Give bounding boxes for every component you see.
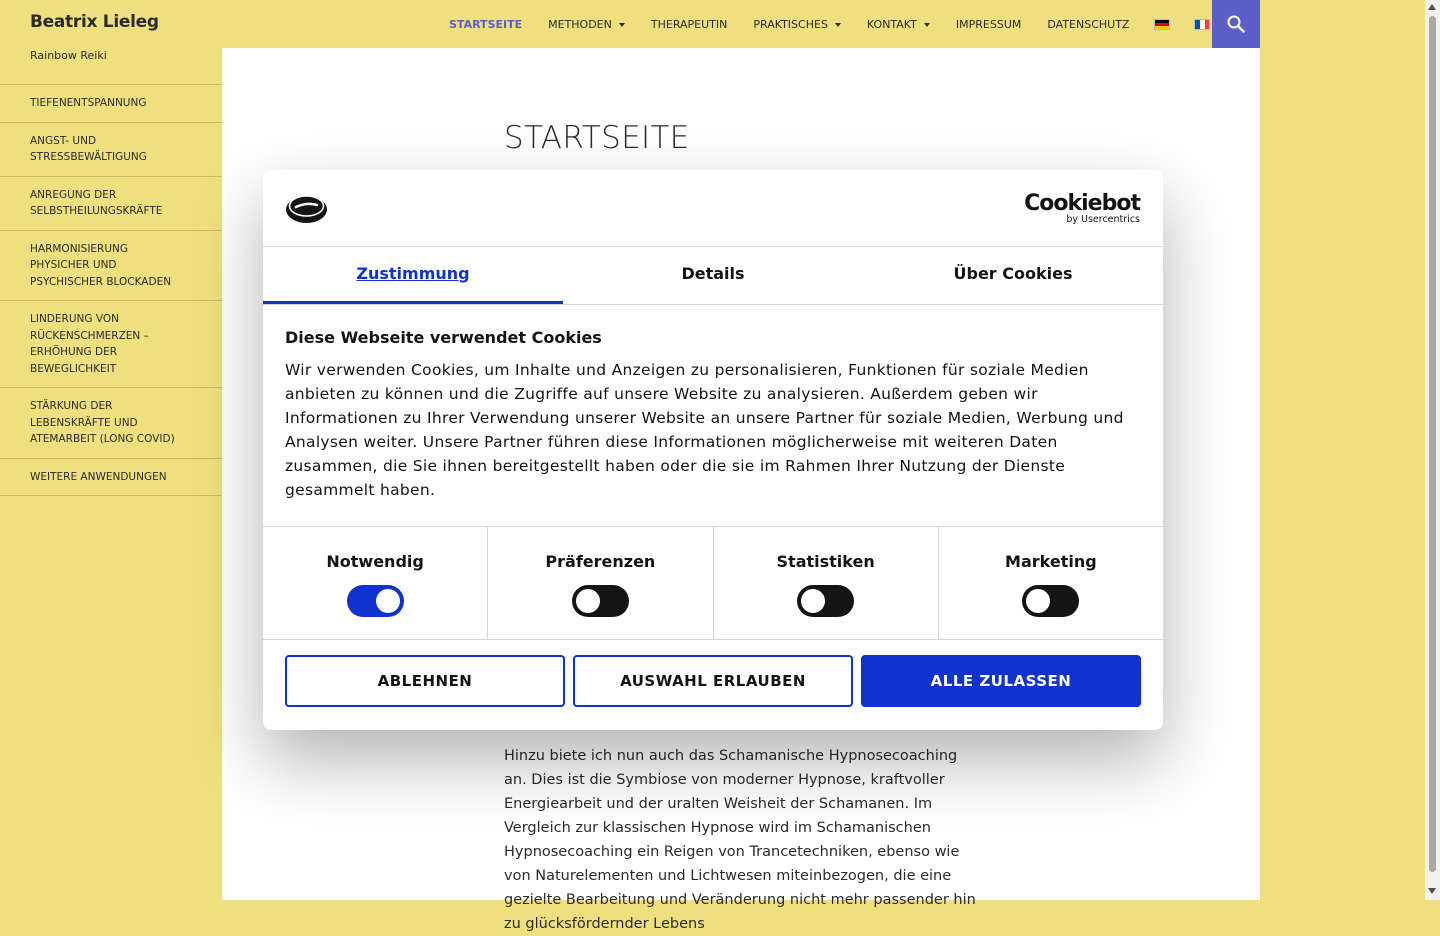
- nav-item-label: IMPRESSUM: [955, 17, 1022, 31]
- nav-item-praktisches[interactable]: [740, 0, 854, 48]
- site-header: [0, 0, 1260, 48]
- sidebar-item-rueckenschmerzen[interactable]: LINDERUNG VON RÜCKENSCHMERZEN – ERHÖHUNG DER BEWEGLICHKEIT: [0, 301, 222, 388]
- toggle-col-praeferenzen: [488, 527, 713, 639]
- site-title[interactable]: Beatrix Lieleg: [30, 12, 159, 32]
- site-tagline: Rainbow Reiki: [30, 49, 107, 62]
- tab-zustimmung[interactable]: Zustimmung: [263, 247, 563, 304]
- cookie-dialog-title: Diese Webseite verwendet Cookies: [285, 328, 602, 347]
- toggle-label-marketing: Marketing: [1005, 552, 1097, 571]
- nav-item-label: STARTSEITE: [449, 17, 523, 31]
- toggle-label-praeferenzen: Präferenzen: [545, 552, 656, 571]
- search-icon: [1227, 15, 1245, 33]
- nav-item-therapeutin[interactable]: [638, 0, 741, 48]
- allow-selection-button[interactable]: AUSWAHL ERLAUBEN: [573, 655, 853, 707]
- nav-item-label: DATENSCHUTZ: [1047, 17, 1130, 31]
- nav-item-kontakt[interactable]: [854, 0, 943, 48]
- cookie-dialog-text: Wir verwenden Cookies, um Inhalte und Anzeigen zu personalisieren, Funktionen für soziale Medien anbieten zu können und die Zugriffe auf unsere Website zu analysieren. Außerdem geben wir Informationen zu Ihrer Verwendung unserer Website an unsere Partner für soziale Medien, Werbung und Analysen weiter. Unsere Partner führen diese Informationen möglicherweise mit weiteren Daten zusammen, die Sie ihnen bereitgestellt haben oder die sie im Rahmen Ihrer Nutzung der Dienste gesammelt haben.: [285, 361, 1124, 499]
- toggle-knob: [801, 589, 825, 613]
- toggle-knob: [376, 589, 400, 613]
- body-paragraph: Hinzu biete ich nun auch das Schamanische Hypnosecoaching an. Dies ist die Symbiose von moderner Hypnose, kraftvoller Energiearbeit und der uralten Weisheit der Schamanen. Im Vergleich zur klassischen Hypnose wird im Schamanischen Hypnosecoaching ein Reigen von Trancetechniken, ebenso wie von Naturelementen und Lichtwesen miteinbezogen, die eine gezielte Bearbeitung und Veränderung nicht mehr passender hin zu glücksfördernder Lebens: [504, 748, 976, 932]
- sidebar-item-harmonisierung[interactable]: HARMONISIERUNG PHYSICHER UND PSYCHISCHER BLOCKADEN: [0, 231, 222, 302]
- german-flag-icon[interactable]: [1154, 19, 1170, 30]
- decline-button[interactable]: ABLEHNEN: [285, 655, 565, 707]
- cookie-dialog-buttons: [285, 655, 1141, 708]
- toggle-knob: [576, 589, 600, 613]
- toggle-marketing[interactable]: [1022, 585, 1079, 617]
- cookiebot-brand: [1024, 192, 1140, 225]
- allow-all-button[interactable]: ALLE ZULASSEN: [861, 655, 1141, 707]
- sidebar-item-weitere-anwendungen[interactable]: WEITERE ANWENDUNGEN: [0, 459, 222, 497]
- page-scrollbar[interactable]: [1425, 0, 1440, 900]
- sidebar-item-selbstheilung[interactable]: ANREGUNG DER SELBSTHEILUNGSKRÄFTE: [0, 177, 222, 231]
- nav-item-label: THERAPEUTIN: [650, 17, 728, 31]
- sidebar-item-lebenskraefte[interactable]: STÄRKUNG DER LEBENSKRÄFTE UND ATEMARBEIT (LONG COVID): [0, 388, 222, 459]
- cookie-dialog-tabs: [263, 247, 1163, 305]
- tab-ueber-cookies[interactable]: Über Cookies: [953, 264, 1073, 283]
- caret-down-icon: [835, 23, 841, 27]
- toggle-knob: [1026, 589, 1050, 613]
- french-flag-icon[interactable]: [1194, 19, 1210, 30]
- cookiebot-logo-icon: [285, 192, 328, 224]
- nav-item-impressum[interactable]: [943, 0, 1034, 48]
- sidebar-menu: [0, 84, 222, 496]
- cookie-category-toggles: [263, 526, 1163, 640]
- toggle-notwendig[interactable]: [347, 585, 404, 617]
- nav-item-methoden[interactable]: [535, 0, 638, 48]
- main-nav: [436, 0, 1222, 48]
- scroll-up-icon[interactable]: [1428, 4, 1436, 10]
- cookie-consent-dialog: [263, 170, 1163, 730]
- toggle-col-notwendig: [263, 527, 488, 639]
- cookiebot-brand-name: Cookiebot: [1024, 191, 1140, 216]
- cookie-dialog-header: [263, 170, 1163, 247]
- scroll-down-icon[interactable]: [1428, 888, 1436, 894]
- nav-item-label: KONTAKT: [866, 17, 917, 31]
- nav-item-label: PRAKTISCHES: [753, 17, 828, 31]
- toggle-statistiken[interactable]: [797, 585, 854, 617]
- toggle-label-notwendig: Notwendig: [326, 552, 424, 571]
- tab-details[interactable]: Details: [681, 264, 745, 283]
- sidebar-item-angst-stress[interactable]: ANGST- UND STRESSBEWÄLTIGUNG: [0, 123, 222, 177]
- search-button[interactable]: [1212, 0, 1260, 48]
- cookiebot-brand-sub: by Usercentrics: [1066, 214, 1140, 225]
- caret-down-icon: [619, 23, 625, 27]
- toggle-col-marketing: [939, 527, 1163, 639]
- nav-item-label: METHODEN: [548, 17, 612, 31]
- sidebar-item-tiefenentspannung[interactable]: TIEFENENTSPANNUNG: [0, 85, 222, 123]
- toggle-label-statistiken: Statistiken: [776, 552, 875, 571]
- cookie-dialog-body: [285, 328, 1141, 502]
- page-title: STARTSEITE: [504, 120, 690, 156]
- toggle-col-statistiken: [714, 527, 939, 639]
- caret-down-icon: [924, 23, 930, 27]
- scroll-thumb[interactable]: [1429, 16, 1436, 872]
- nav-item-startseite[interactable]: [436, 0, 535, 48]
- nav-item-datenschutz[interactable]: [1034, 0, 1142, 48]
- toggle-praeferenzen[interactable]: [572, 585, 629, 617]
